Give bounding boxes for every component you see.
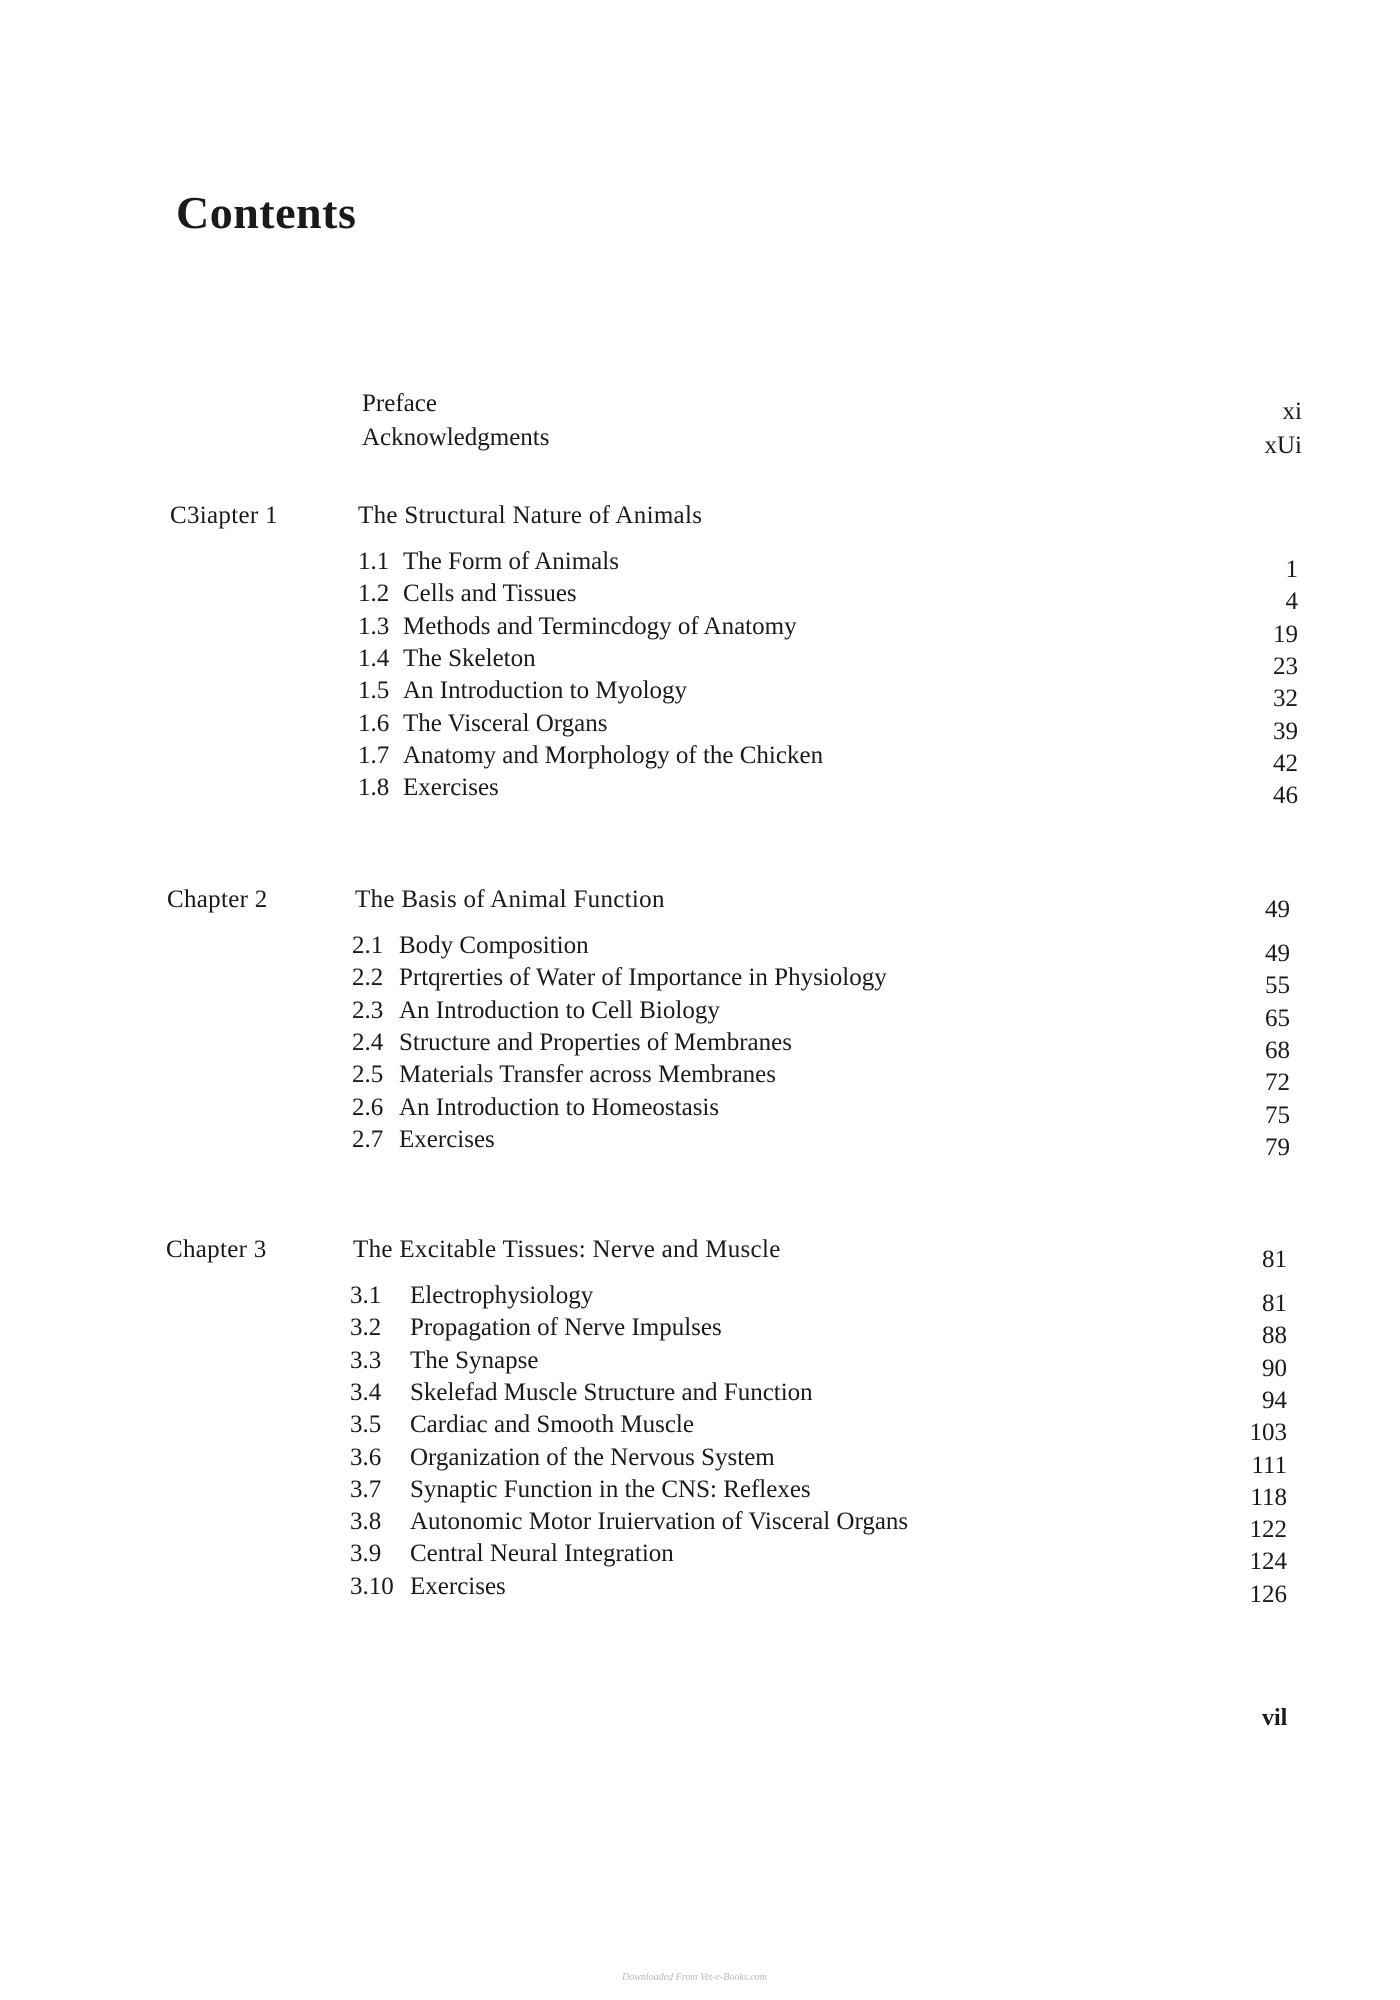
toc-section — [358, 644, 1298, 680]
toc-section — [358, 677, 1298, 713]
section-title: An Introduction to Myology — [403, 677, 688, 705]
section-page: 126 — [1249, 1580, 1287, 1608]
toc-section — [352, 964, 1290, 1000]
section-number: 2.4 — [352, 1028, 384, 1056]
section-page: 72 — [1265, 1069, 1290, 1097]
chapter-page: 49 — [1265, 896, 1290, 923]
toc-section — [352, 1125, 1290, 1161]
section-page: 103 — [1249, 1419, 1287, 1447]
toc-entry — [362, 390, 1302, 424]
section-page: 39 — [1273, 717, 1298, 745]
toc-entry-title: Preface — [362, 390, 437, 417]
chapter-label: Chapter 2 — [167, 886, 268, 913]
section-title: An Introduction to Homeostasis — [399, 1093, 720, 1121]
toc-section — [358, 548, 1298, 583]
section-page: 81 — [1262, 1290, 1287, 1317]
section-page: 19 — [1273, 620, 1298, 648]
chapter-title: The Structural Nature of Animals — [358, 502, 703, 529]
toc-entry-title: Acknowledgments — [362, 424, 550, 451]
toc-section — [352, 996, 1290, 1032]
section-page: 55 — [1265, 972, 1290, 1000]
toc-section — [350, 1378, 1287, 1414]
section-page: 1 — [1285, 556, 1298, 583]
section-title: An Introduction to Cell Biology — [399, 996, 720, 1024]
section-title: The Form of Animals — [403, 548, 619, 575]
section-title: Materials Transfer across Membranes — [399, 1061, 776, 1089]
toc-section — [350, 1572, 1287, 1608]
section-number: 3.3 — [350, 1346, 382, 1374]
toc-section — [352, 1093, 1290, 1129]
section-page: 88 — [1262, 1322, 1287, 1350]
section-number: 2.7 — [352, 1125, 384, 1153]
section-title: Skelefad Muscle Structure and Function — [410, 1378, 813, 1406]
section-number: 2.3 — [352, 996, 384, 1024]
toc-section — [358, 709, 1298, 745]
section-page: 68 — [1265, 1036, 1290, 1064]
section-page: 124 — [1249, 1548, 1287, 1576]
toc-section — [358, 580, 1298, 616]
section-number: 1.8 — [358, 774, 390, 802]
section-number: 3.9 — [350, 1540, 382, 1568]
section-title: The Skeleton — [403, 644, 536, 672]
section-number: 1.6 — [358, 709, 390, 737]
chapter-title: The Excitable Tissues: Nerve and Muscle — [353, 1236, 781, 1263]
toc-section — [350, 1346, 1287, 1382]
section-page: 23 — [1273, 652, 1298, 680]
toc-section — [358, 612, 1298, 648]
section-number: 2.2 — [352, 964, 384, 992]
section-title: Exercises — [399, 1125, 495, 1153]
toc-section — [350, 1314, 1287, 1350]
section-number: 3.8 — [350, 1508, 382, 1536]
section-page: 49 — [1265, 940, 1290, 967]
section-title: Propagation of Nerve Impulses — [410, 1314, 722, 1342]
toc-entry — [362, 424, 1302, 458]
toc-section — [352, 1061, 1290, 1097]
section-number: 2.1 — [352, 932, 384, 959]
section-number: 1.3 — [358, 612, 390, 640]
section-number: 3.2 — [350, 1314, 382, 1342]
section-page: 111 — [1251, 1451, 1287, 1479]
section-title: Autonomic Motor Iruiervation of Visceral Organs — [410, 1508, 909, 1536]
section-number: 1.5 — [358, 677, 390, 705]
section-page: 122 — [1249, 1516, 1287, 1544]
section-number: 1.4 — [358, 644, 390, 672]
section-page: 46 — [1273, 782, 1298, 810]
section-number: 3.1 — [350, 1282, 382, 1309]
section-title: Exercises — [410, 1572, 506, 1600]
section-title: The Visceral Organs — [403, 709, 608, 737]
toc-section — [350, 1475, 1287, 1511]
toc-section — [352, 1028, 1290, 1064]
section-title: Electrophysiology — [410, 1282, 594, 1309]
chapter-title: The Basis of Animal Function — [355, 886, 665, 913]
toc-entry-page: xUi — [1264, 432, 1302, 459]
section-page: 79 — [1265, 1133, 1290, 1161]
section-number: 3.7 — [350, 1475, 382, 1503]
section-number: 1.1 — [358, 548, 390, 575]
section-number: 3.4 — [350, 1378, 382, 1406]
section-title: Prtqrerties of Water of Importance in Physiology — [399, 964, 887, 992]
section-page: 32 — [1273, 685, 1298, 713]
section-page: 75 — [1265, 1101, 1290, 1129]
section-number: 2.5 — [352, 1061, 384, 1089]
section-title: Anatomy and Morphology of the Chicken — [403, 741, 824, 769]
section-title: Organization of the Nervous System — [410, 1443, 775, 1471]
section-page: 94 — [1262, 1386, 1287, 1414]
section-title: Structure and Properties of Membranes — [399, 1028, 792, 1056]
section-title: Synaptic Function in the CNS: Reflexes — [410, 1475, 811, 1503]
toc-section — [350, 1443, 1287, 1479]
footer-watermark: Downloaded From Vet-e-Books.com — [622, 1972, 767, 1983]
section-title: Central Neural Integration — [410, 1540, 674, 1568]
toc-entry-page: xi — [1282, 398, 1302, 425]
chapter-label: C3iapter 1 — [170, 502, 278, 529]
section-number: 3.5 — [350, 1411, 382, 1439]
chapter-page: 81 — [1262, 1246, 1287, 1273]
section-title: Cardiac and Smooth Muscle — [410, 1411, 694, 1439]
chapter-label: Chapter 3 — [166, 1236, 267, 1263]
section-number: 3.10 — [350, 1572, 394, 1600]
section-title: Body Composition — [399, 932, 589, 959]
toc-section — [358, 774, 1298, 810]
toc-section — [350, 1282, 1287, 1317]
section-page: 42 — [1273, 749, 1298, 777]
section-number: 1.7 — [358, 741, 390, 769]
page-number: vil — [1262, 1705, 1288, 1731]
toc-section — [358, 741, 1298, 777]
page-title: Contents — [176, 187, 357, 238]
section-title: Exercises — [403, 774, 499, 802]
section-number: 1.2 — [358, 580, 390, 608]
section-page: 4 — [1285, 588, 1298, 616]
section-page: 65 — [1265, 1004, 1290, 1032]
toc-section — [350, 1508, 1287, 1544]
toc-section — [352, 932, 1290, 967]
section-title: Cells and Tissues — [403, 580, 577, 608]
section-title: The Synapse — [410, 1346, 539, 1374]
section-title: Methods and Termincdogy of Anatomy — [403, 612, 797, 640]
section-page: 90 — [1262, 1354, 1287, 1382]
section-page: 118 — [1250, 1483, 1287, 1511]
section-number: 3.6 — [350, 1443, 382, 1471]
section-number: 2.6 — [352, 1093, 384, 1121]
toc-section — [350, 1411, 1287, 1447]
toc-section — [350, 1540, 1287, 1576]
